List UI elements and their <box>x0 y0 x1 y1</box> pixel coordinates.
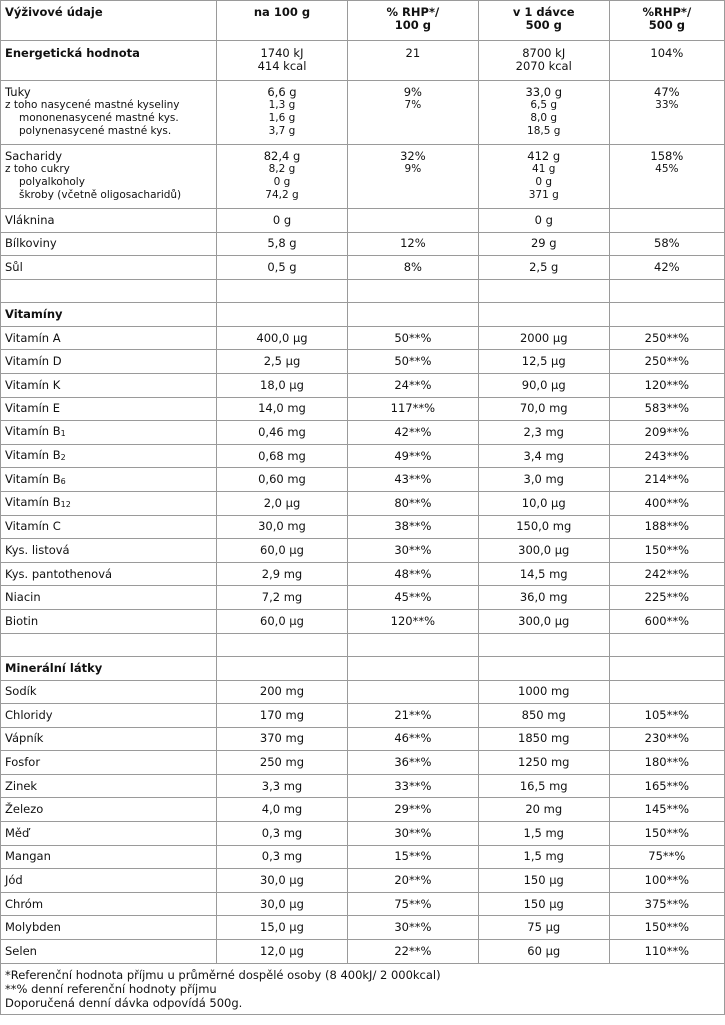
vitamin-row-per-100g: 2,0 µg <box>217 491 348 515</box>
mineral-row-rhp-100g: 30**% <box>347 916 478 940</box>
vitamin-row-per-dose: 2000 µg <box>478 326 609 350</box>
mineral-row-label: Železo <box>1 798 217 822</box>
nutrient-row-rhp-500g <box>609 209 724 233</box>
fats-labels: Tuky z toho nasycené mastné kyseliny mononenasycené mastné kys. polynenasycené mastné kys. <box>1 81 217 145</box>
mineral-row-rhp-500g: 110**% <box>609 940 724 964</box>
vitamin-row-label: Vitamín A <box>1 326 217 350</box>
mineral-row-label: Sodík <box>1 680 217 704</box>
nutrient-row-per-100g: 5,8 g <box>217 232 348 256</box>
vitamin-row-rhp-500g: 600**% <box>609 609 724 633</box>
mineral-row-per-100g: 370 mg <box>217 727 348 751</box>
mineral-row-label: Chloridy <box>1 704 217 728</box>
nutrient-row-label: Bílkoviny <box>1 232 217 256</box>
mineral-row-per-dose: 1,5 mg <box>478 822 609 846</box>
mineral-row-per-dose: 20 mg <box>478 798 609 822</box>
vitamin-row-label: Vitamín $B_2$ <box>1 444 217 468</box>
nutrient-row-rhp-500g: 42% <box>609 256 724 280</box>
mineral-row-label: Měď <box>1 822 217 846</box>
footnote-rhp: *Referenční hodnota příjmu u průměrné dospělé osoby (8 400kJ/ 2 000kcal) <box>5 967 441 982</box>
mineral-row-rhp-100g: 29**% <box>347 798 478 822</box>
energy-rhp-500g: 104% <box>609 41 724 81</box>
vitamin-row-per-100g: 60,0 µg <box>217 539 348 563</box>
vitamin-row-rhp-100g: 50**% <box>347 350 478 374</box>
vitamin-row-rhp-500g: 188**% <box>609 515 724 539</box>
vitamin-row-rhp-100g: 30**% <box>347 539 478 563</box>
vitamin-row <box>1 350 725 374</box>
vitamin-row-per-dose: 3,4 mg <box>478 444 609 468</box>
vitamin-row-rhp-100g: 120**% <box>347 609 478 633</box>
mineral-row-per-100g: 3,3 mg <box>217 774 348 798</box>
vitamin-row-rhp-500g: 243**% <box>609 444 724 468</box>
mineral-rows <box>1 680 725 963</box>
vitamin-row <box>1 609 725 633</box>
vitamin-row-rhp-500g: 242**% <box>609 562 724 586</box>
vitamin-row-rhp-100g: 42**% <box>347 421 478 445</box>
vitamins-section <box>1 279 725 326</box>
vitamin-row-per-100g: 0,46 mg <box>217 421 348 445</box>
mineral-row-rhp-500g: 75**% <box>609 845 724 869</box>
subscript: 6 <box>60 476 66 486</box>
mineral-row <box>1 751 725 775</box>
mineral-row <box>1 704 725 728</box>
vitamin-row <box>1 515 725 539</box>
vitamin-row-rhp-100g: 43**% <box>347 468 478 492</box>
mineral-row-label: Vápník <box>1 727 217 751</box>
carbs-per-100g: 82,4 g 8,2 g 0 g 74,2 g <box>217 145 348 209</box>
nutrient-row-rhp-100g: 8% <box>347 256 478 280</box>
vitamin-row-rhp-100g: 48**% <box>347 562 478 586</box>
vitamin-row-per-dose: 90,0 µg <box>478 373 609 397</box>
mineral-row-rhp-100g: 20**% <box>347 869 478 893</box>
mineral-row-rhp-100g: 21**% <box>347 704 478 728</box>
simple-rows <box>1 209 725 280</box>
vitamin-row-rhp-500g: 250**% <box>609 350 724 374</box>
vitamin-row <box>1 539 725 563</box>
mineral-row-per-dose: 1,5 mg <box>478 845 609 869</box>
carbs-per-dose: 412 g 41 g 0 g 371 g <box>478 145 609 209</box>
vitamin-row-label: Kys. pantothenová <box>1 562 217 586</box>
carbs-rhp-100g: 32% 9% <box>347 145 478 209</box>
mineral-row-rhp-100g: 33**% <box>347 774 478 798</box>
nutrient-row <box>1 256 725 280</box>
mineral-row-per-dose: 1000 mg <box>478 680 609 704</box>
vitamin-row-per-100g: 14,0 mg <box>217 397 348 421</box>
vitamin-row-per-100g: 18,0 µg <box>217 373 348 397</box>
vitamin-row-rhp-100g: 24**% <box>347 373 478 397</box>
vitamin-row <box>1 468 725 492</box>
mineral-row-rhp-500g <box>609 680 724 704</box>
vitamin-row-per-dose: 300,0 µg <box>478 609 609 633</box>
vitamin-row-per-dose: 300,0 µg <box>478 539 609 563</box>
mineral-row-per-dose: 1250 mg <box>478 751 609 775</box>
vitamin-row-rhp-100g: 38**% <box>347 515 478 539</box>
minerals-section <box>1 633 725 680</box>
energy-row <box>1 41 725 81</box>
header-per-dose: v 1 dávce 500 g <box>478 1 609 41</box>
mineral-row-rhp-100g: 75**% <box>347 892 478 916</box>
nutrient-row <box>1 232 725 256</box>
mineral-row <box>1 822 725 846</box>
vitamin-row-per-100g: 0,68 mg <box>217 444 348 468</box>
nutrient-row <box>1 209 725 233</box>
mineral-row-rhp-500g: 165**% <box>609 774 724 798</box>
mineral-row-rhp-100g: 22**% <box>347 940 478 964</box>
mineral-row-rhp-100g: 30**% <box>347 822 478 846</box>
vitamin-row-label: Vitamín D <box>1 350 217 374</box>
nutrient-row-rhp-100g: 12% <box>347 232 478 256</box>
mineral-row-rhp-500g: 105**% <box>609 704 724 728</box>
subscript: 1 <box>60 429 66 439</box>
fats-rhp-500g: 47% 33% <box>609 81 724 145</box>
vitamin-row <box>1 373 725 397</box>
vitamin-row-per-100g: 0,60 mg <box>217 468 348 492</box>
fats-per-dose: 33,0 g 6,5 g 8,0 g 18,5 g <box>478 81 609 145</box>
vitamin-row <box>1 491 725 515</box>
minerals-heading-row <box>1 656 725 680</box>
mineral-row-per-dose: 16,5 mg <box>478 774 609 798</box>
nutrient-row-per-100g: 0 g <box>217 209 348 233</box>
vitamin-row <box>1 586 725 610</box>
energy-per-dose: 8700 kJ 2070 kcal <box>478 41 609 81</box>
vitamin-row-label: Vitamín K <box>1 373 217 397</box>
mineral-row-per-100g: 12,0 µg <box>217 940 348 964</box>
mineral-row <box>1 892 725 916</box>
header-row <box>1 1 725 41</box>
nutrient-row-rhp-500g: 58% <box>609 232 724 256</box>
vitamin-row-per-dose: 10,0 µg <box>478 491 609 515</box>
mineral-row-per-dose: 75 µg <box>478 916 609 940</box>
mineral-row-per-100g: 30,0 µg <box>217 892 348 916</box>
vitamin-row-label: Vitamín E <box>1 397 217 421</box>
vitamin-row-rhp-100g: 50**% <box>347 326 478 350</box>
footnote-daily-reference: **% denní referenční hodnoty příjmu <box>5 981 217 996</box>
minerals-heading: Minerální látky <box>1 656 217 680</box>
vitamin-row-label: Niacin <box>1 586 217 610</box>
vitamin-row-rhp-500g: 150**% <box>609 539 724 563</box>
vitamin-row-per-dose: 14,5 mg <box>478 562 609 586</box>
mineral-row <box>1 940 725 964</box>
header-per-100g: na 100 g <box>217 1 348 41</box>
mineral-row-rhp-500g: 180**% <box>609 751 724 775</box>
mineral-row-label: Zinek <box>1 774 217 798</box>
vitamin-row-label: Kys. listová <box>1 539 217 563</box>
vitamin-row-rhp-100g: 49**% <box>347 444 478 468</box>
vitamins-heading: Vitamíny <box>1 302 217 326</box>
mineral-row-rhp-500g: 145**% <box>609 798 724 822</box>
vitamin-row <box>1 326 725 350</box>
mineral-row-per-100g: 200 mg <box>217 680 348 704</box>
energy-per-100g: 1740 kJ 414 kcal <box>217 41 348 81</box>
vitamin-row-label: Biotin <box>1 609 217 633</box>
mineral-row <box>1 680 725 704</box>
vitamin-row-per-dose: 12,5 µg <box>478 350 609 374</box>
mineral-row-per-100g: 0,3 mg <box>217 845 348 869</box>
vitamin-row-per-dose: 3,0 mg <box>478 468 609 492</box>
mineral-row-per-dose: 150 µg <box>478 892 609 916</box>
vitamin-row-per-100g: 7,2 mg <box>217 586 348 610</box>
vitamin-row-label: Vitamín C <box>1 515 217 539</box>
header-rhp-500g: %RHP*/ 500 g <box>609 1 724 41</box>
vitamin-row-per-100g: 60,0 µg <box>217 609 348 633</box>
header-nutrition-label: Výživové údaje <box>1 1 217 41</box>
vitamin-row-per-100g: 2,9 mg <box>217 562 348 586</box>
fats-per-100g: 6,6 g 1,3 g 1,6 g 3,7 g <box>217 81 348 145</box>
footnotes <box>1 963 725 1014</box>
vitamin-row-rhp-500g: 209**% <box>609 421 724 445</box>
carbs-labels: Sacharidy z toho cukry polyalkoholy škroby (včetně oligosacharidů) <box>1 145 217 209</box>
vitamin-row-per-dose: 36,0 mg <box>478 586 609 610</box>
mineral-row-label: Jód <box>1 869 217 893</box>
vitamin-row-rhp-500g: 400**% <box>609 491 724 515</box>
mineral-row-rhp-100g: 46**% <box>347 727 478 751</box>
spacer-row <box>1 633 725 656</box>
mineral-row-per-dose: 1850 mg <box>478 727 609 751</box>
mineral-row-per-100g: 0,3 mg <box>217 822 348 846</box>
vitamin-row-per-dose: 2,3 mg <box>478 421 609 445</box>
mineral-row-label: Selen <box>1 940 217 964</box>
fats-row <box>1 81 725 145</box>
mineral-row-rhp-500g: 230**% <box>609 727 724 751</box>
mineral-row-label: Mangan <box>1 845 217 869</box>
mineral-row-per-100g: 30,0 µg <box>217 869 348 893</box>
vitamin-row-rhp-100g: 117**% <box>347 397 478 421</box>
vitamin-row-label: Vitamín $B_1$ <box>1 421 217 445</box>
mineral-row <box>1 798 725 822</box>
mineral-row-label: Chróm <box>1 892 217 916</box>
mineral-row-per-100g: 4,0 mg <box>217 798 348 822</box>
vitamin-row-per-100g: 400,0 µg <box>217 326 348 350</box>
vitamin-row <box>1 397 725 421</box>
vitamins-heading-row <box>1 302 725 326</box>
mineral-row-per-100g: 170 mg <box>217 704 348 728</box>
footer-section <box>1 963 725 1014</box>
mineral-row-per-dose: 850 mg <box>478 704 609 728</box>
mineral-row-per-100g: 15,0 µg <box>217 916 348 940</box>
vitamin-row-rhp-100g: 45**% <box>347 586 478 610</box>
nutrient-row-label: Vláknina <box>1 209 217 233</box>
vitamin-row-label: Vitamín $B_6$ <box>1 468 217 492</box>
mineral-row-rhp-100g <box>347 680 478 704</box>
energy-rhp-100g: 21 <box>347 41 478 81</box>
vitamin-row-per-100g: 2,5 µg <box>217 350 348 374</box>
header-rhp-100g: % RHP*/ 100 g <box>347 1 478 41</box>
mineral-row-rhp-500g: 150**% <box>609 822 724 846</box>
vitamin-rows <box>1 326 725 633</box>
vitamin-row-per-dose: 70,0 mg <box>478 397 609 421</box>
mineral-row-rhp-500g: 150**% <box>609 916 724 940</box>
energy-label: Energetická hodnota <box>1 41 217 81</box>
mineral-row-per-dose: 60 µg <box>478 940 609 964</box>
fats-rhp-100g: 9% 7% <box>347 81 478 145</box>
mineral-row-rhp-500g: 375**% <box>609 892 724 916</box>
subscript: 2 <box>60 453 66 463</box>
nutrient-row-rhp-100g <box>347 209 478 233</box>
footnote-dose: Doporučená denní dávka odpovídá 500g. <box>5 995 243 1010</box>
nutrient-row-per-dose: 29 g <box>478 232 609 256</box>
vitamin-row <box>1 562 725 586</box>
mineral-row-per-dose: 150 µg <box>478 869 609 893</box>
vitamin-row-rhp-100g: 80**% <box>347 491 478 515</box>
footer-row <box>1 963 725 1014</box>
mineral-row <box>1 774 725 798</box>
mineral-row-label: Molybden <box>1 916 217 940</box>
nutrient-row-per-100g: 0,5 g <box>217 256 348 280</box>
vitamin-row-per-dose: 150,0 mg <box>478 515 609 539</box>
spacer-row <box>1 279 725 302</box>
vitamin-row-rhp-500g: 250**% <box>609 326 724 350</box>
nutrient-row-per-dose: 2,5 g <box>478 256 609 280</box>
nutrient-row-label: Sůl <box>1 256 217 280</box>
vitamin-row <box>1 444 725 468</box>
vitamin-row-rhp-500g: 225**% <box>609 586 724 610</box>
vitamin-row-rhp-500g: 120**% <box>609 373 724 397</box>
mineral-row <box>1 869 725 893</box>
subscript: 12 <box>60 500 71 510</box>
mineral-row <box>1 727 725 751</box>
mineral-row-rhp-500g: 100**% <box>609 869 724 893</box>
carbs-row <box>1 145 725 209</box>
nutrient-row-per-dose: 0 g <box>478 209 609 233</box>
vitamin-row-label: Vitamín $B_{12}$ <box>1 491 217 515</box>
mineral-row <box>1 845 725 869</box>
mineral-row-label: Fosfor <box>1 751 217 775</box>
mineral-row-rhp-100g: 15**% <box>347 845 478 869</box>
vitamin-row-rhp-500g: 583**% <box>609 397 724 421</box>
vitamin-row-rhp-500g: 214**% <box>609 468 724 492</box>
mineral-row <box>1 916 725 940</box>
mineral-row-rhp-100g: 36**% <box>347 751 478 775</box>
vitamin-row <box>1 421 725 445</box>
carbs-rhp-500g: 158% 45% <box>609 145 724 209</box>
vitamin-row-per-100g: 30,0 mg <box>217 515 348 539</box>
mineral-row-per-100g: 250 mg <box>217 751 348 775</box>
